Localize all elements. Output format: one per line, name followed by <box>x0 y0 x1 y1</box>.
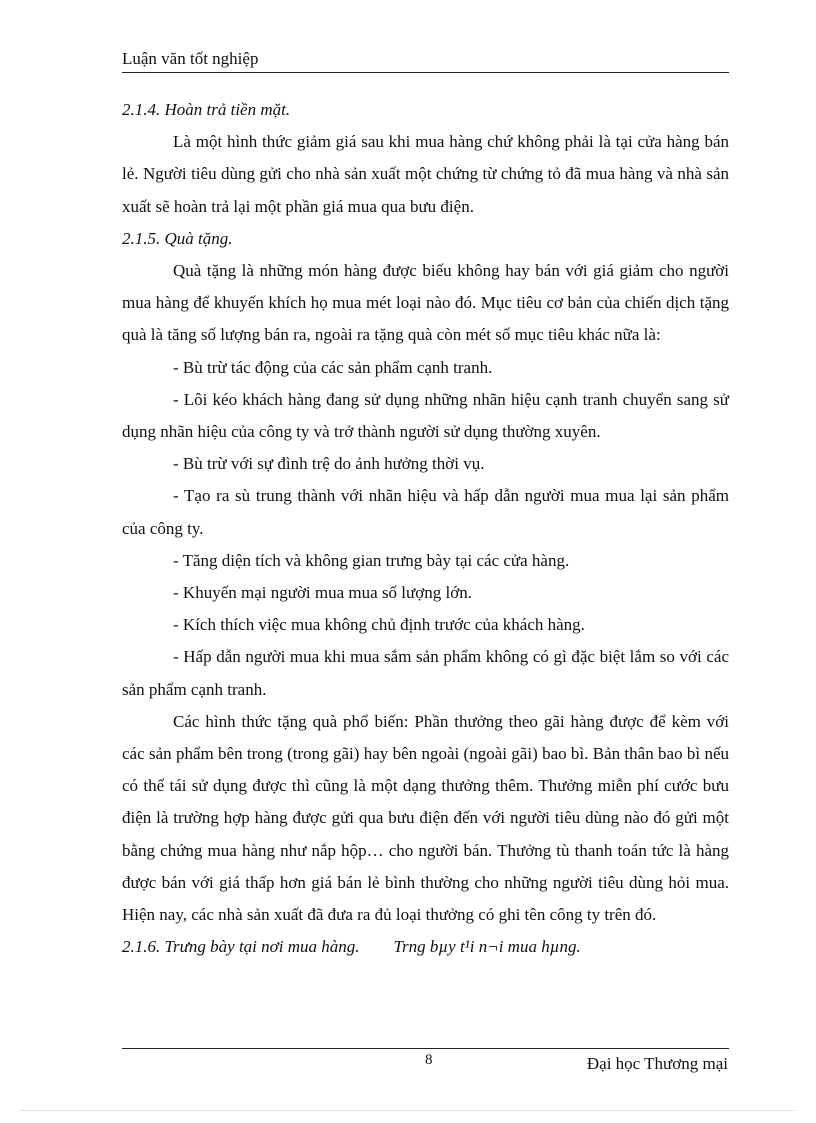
page-edge-dotted-line <box>20 1110 796 1111</box>
header-divider <box>122 72 729 73</box>
section-heading-2-1-5: 2.1.5. Quà tặng. <box>122 228 233 248</box>
heading-text: 2.1.6. Trưng bày tại nơi mua hàng. <box>122 937 360 957</box>
heading-garbled-text: Trng bµy t¹i n¬i mua hµng. <box>393 937 581 957</box>
paragraph-gifts-intro: Quà tặng là những món hàng được biếu không hay bán với giá giảm cho người mua hàng để khuyến khích họ mua mét loại nào đó. Mục tiêu cơ bản của chiến dịch tặng quà là tăng số lượng bán ra, ngoài ra tặng quà còn mét số mục tiêu khác nữa là: <box>122 261 729 345</box>
list-item: - Lôi kéo khách hàng đang sử dụng những nhãn hiệu cạnh tranh chuyển sang sử dụng nhãn hiệu của công ty và trở thành người sử dụng thường xuyên. <box>122 389 729 442</box>
footer-school-name: Đại học Thương mại <box>586 1054 728 1073</box>
list-item: - Khuyến mại người mua mua số lượng lớn. <box>173 583 472 603</box>
list-item: - Hấp dẫn người mua khi mua sắm sản phẩm không có gì đặc biệt lắm so với các sản phẩm cạnh tranh. <box>122 647 729 699</box>
paragraph-gift-forms: Các hình thức tặng quà phổ biến: Phần thưởng theo gãi hàng được để kèm với các sản phẩm bên trong (trong gãi) hay bên ngoài (ngoài gãi) bao bì. Bản thân bao bì nếu có thể tái sử dụng được thì cũng là một dạng thưởng thêm. Thưởng miễn phí cước bưu điện là trường hợp hàng được gửi qua bưu điện đến với người tiêu dùng nào đó gửi một bằng chứng mua hàng như nắp hộp… cho người bán. Thưởng tù thanh toán tức là hàng được bán với giá thấp hơn giá bán lẻ bình thường cho những người tiêu dùng hỏi mua. Hiện nay, các nhà sản xuất đã đưa ra đủ loại thưởng có ghi tên công ty trên đó. <box>122 711 729 925</box>
section-heading-2-1-6 <box>122 931 729 963</box>
paragraph-cash-refund: Là một hình thức giảm giá sau khi mua hàng chứ không phải là tại cửa hàng bán lẻ. Người tiêu dùng gửi cho nhà sản xuất một chứng từ chứng tỏ đã mua hàng và nhà sản xuất sẽ hoàn trả lại một phần giá mua qua bưu điện. <box>122 132 729 216</box>
section-heading-2-1-4: 2.1.4. Hoàn trả tiền mặt. <box>122 100 291 119</box>
list-item: - Tạo ra sù trung thành với nhãn hiệu và hấp dẫn người mua mua lại sản phẩm của công ty. <box>122 486 729 538</box>
page-number: 8 <box>425 1052 433 1068</box>
document-body <box>122 94 729 963</box>
list-item: - Kích thích việc mua không chủ định trước của khách hàng. <box>173 615 585 635</box>
footer-divider <box>122 1048 729 1049</box>
list-item: - Tăng diện tích và không gian trưng bày tại các cửa hàng. <box>173 550 570 570</box>
list-item: - Bù trừ tác động của các sản phẩm cạnh tranh. <box>173 357 493 377</box>
list-item: - Bù trừ với sự đình trệ do ảnh hưởng thời vụ. <box>173 454 485 474</box>
running-header-title: Luận văn tốt nghiệp <box>122 49 259 68</box>
